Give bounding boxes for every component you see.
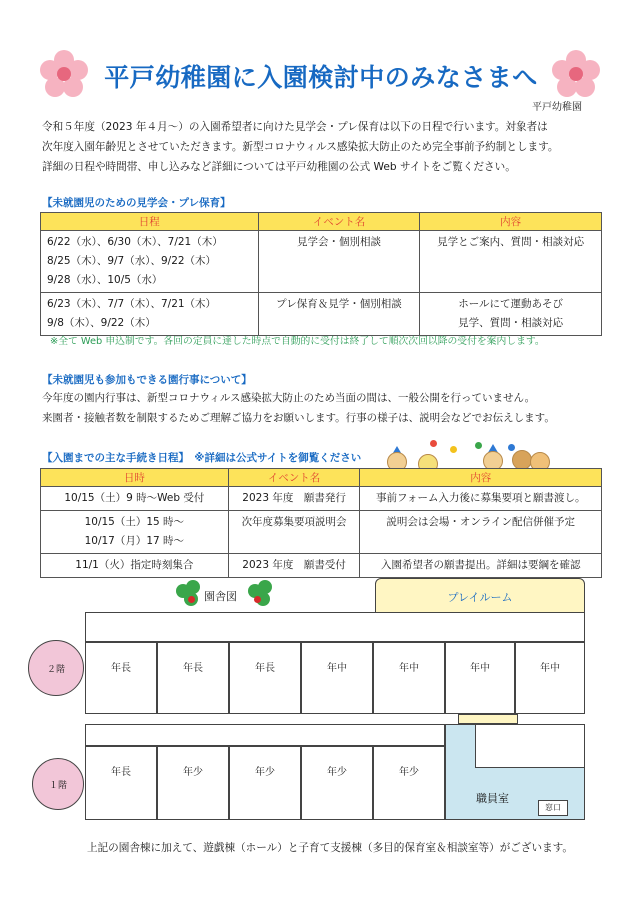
section2-heading: 【未就園児も参加もできる園行事について】 — [42, 374, 252, 386]
column-header: イベント名 — [228, 469, 360, 487]
floor1-room: 年少 — [373, 746, 445, 820]
floor-plan — [28, 578, 628, 840]
content-line: 見学とご案内、質問・相談対応 — [437, 236, 585, 248]
content-line: 見学、質問・相談対応 — [458, 317, 564, 329]
staff-room-inner — [475, 724, 585, 768]
footer-note: 上記の園舎棟に加えて、遊戯棟（ホール）と子育て支援棟（多目的保育室＆相談室等）がございます。 — [86, 842, 574, 854]
date-line: 6/23（木）、7/7（木）、7/21（木） — [47, 298, 217, 310]
event-cell: プレ保育＆見学・個別相談 — [258, 293, 420, 336]
visit-table — [40, 212, 602, 336]
page-title: 平戸幼稚園に入園検討中のみなさまへ — [104, 63, 538, 92]
event-cell: 見学会・個別相談 — [258, 231, 420, 293]
flower-left-icon — [40, 50, 88, 98]
flower-right-icon — [552, 50, 600, 98]
date-line: 6/22（水）、6/30（木）、7/21（木） — [47, 236, 223, 248]
section2-line: 今年度の園内行事は、新型コロナウィルス感染拡大防止のため当面の間は、一般公開を行っていません。 — [42, 392, 536, 404]
connector — [458, 714, 518, 724]
table-row — [41, 231, 602, 293]
floor2-room: 年長 — [85, 642, 157, 714]
playroom: プレイルーム — [375, 578, 585, 613]
date-line: 10/15（土）15 時～ — [84, 516, 185, 528]
table-header-row — [41, 469, 602, 487]
dates-cell — [41, 293, 259, 336]
content-line: ホールにて運動あそび — [458, 298, 564, 310]
content-cell: 入園希望者の願書提出。詳細は要綱を確認 — [360, 554, 602, 578]
table-row — [41, 487, 602, 511]
dates-cell — [41, 511, 229, 554]
clover-left-icon — [176, 580, 206, 610]
dates-cell — [41, 554, 229, 578]
content-cell: 説明会は会場・オンライン配信併催予定 — [360, 511, 602, 554]
floor2-room: 年長 — [229, 642, 301, 714]
floor1-room: 年長 — [85, 746, 157, 820]
column-header: 内容 — [420, 213, 602, 231]
section3-heading: 【入園までの主な手続き日程】 ※詳細は公式サイトを御覧ください — [42, 452, 362, 464]
table-row — [41, 511, 602, 554]
date-line: 10/17（月）17 時～ — [84, 535, 185, 547]
date-line: 10/15（土）9 時～Web 受付 — [64, 492, 205, 504]
floor-plan-title: 園舎図 — [204, 590, 237, 603]
section2-text — [42, 388, 612, 428]
clover-right-icon — [248, 580, 278, 610]
floor2-corridor — [85, 612, 585, 642]
table-row — [41, 554, 602, 578]
date-line: 8/25（木）、9/7（水）、9/22（木） — [47, 255, 217, 267]
window-label: 窓口 — [538, 800, 568, 816]
event-cell: 2023 年度 願書受付 — [228, 554, 360, 578]
event-cell: 次年度募集要項説明会 — [228, 511, 360, 554]
dates-cell — [41, 231, 259, 293]
section2-line: 来園者・接触者数を制限するためご理解ご協力をお願いします。行事の様子は、説明会などでお伝えします。 — [42, 412, 555, 424]
column-header: 日時 — [41, 469, 229, 487]
content-cell — [420, 293, 602, 336]
author: 平戸幼稚園 — [532, 102, 582, 113]
column-header: イベント名 — [258, 213, 420, 231]
dates-cell — [41, 487, 229, 511]
content-cell — [420, 231, 602, 293]
staff-room-label: 職員室 — [476, 792, 509, 805]
column-header: 日程 — [41, 213, 259, 231]
intro-line: 令和５年度（2023 年４月～）の入園希望者に向けた見学会・プレ保育は以下の日程で行います。対象者は — [42, 121, 548, 133]
procedure-table — [40, 468, 602, 578]
date-line: 9/8（木）、9/22（木） — [47, 317, 156, 329]
section1-note: ※全て Web 申込制です。各回の定員に達した時点で自動的に受付は終了して順次次回以降の受付を案内します。 — [50, 336, 545, 347]
children-illustration — [390, 440, 550, 468]
column-header: 内容 — [360, 469, 602, 487]
floor2-room: 年中 — [301, 642, 373, 714]
floor2-room: 年中 — [515, 642, 585, 714]
intro-text — [42, 117, 602, 177]
table-row — [41, 293, 602, 336]
section1-heading: 【未就園児のための見学会・プレ保育】 — [42, 197, 231, 209]
floor1-label: １階 — [32, 758, 84, 810]
floor2-room: 年中 — [373, 642, 445, 714]
intro-line: 次年度入園年齢児とさせていただきます。新型コロナウィルス感染拡大防止のため完全事前予約制とします。 — [42, 141, 559, 153]
floor2-room: 年長 — [157, 642, 229, 714]
floor2-label: ２階 — [28, 640, 84, 696]
intro-line: 詳細の日程や時間帯、申し込みなど詳細については平戸幼稚園の公式 Web サイトをご覧ください。 — [42, 161, 516, 173]
floor1-room: 年少 — [157, 746, 229, 820]
content-cell: 事前フォーム入力後に募集要項と願書渡し。 — [360, 487, 602, 511]
floor1-room: 年少 — [229, 746, 301, 820]
date-line: 9/28（水）、10/5（水） — [47, 274, 163, 286]
table-header-row — [41, 213, 602, 231]
floor2-room: 年中 — [445, 642, 515, 714]
floor1-corridor — [85, 724, 445, 746]
date-line: 11/1（火）指定時刻集合 — [75, 559, 194, 571]
floor1-room: 年少 — [301, 746, 373, 820]
event-cell: 2023 年度 願書発行 — [228, 487, 360, 511]
